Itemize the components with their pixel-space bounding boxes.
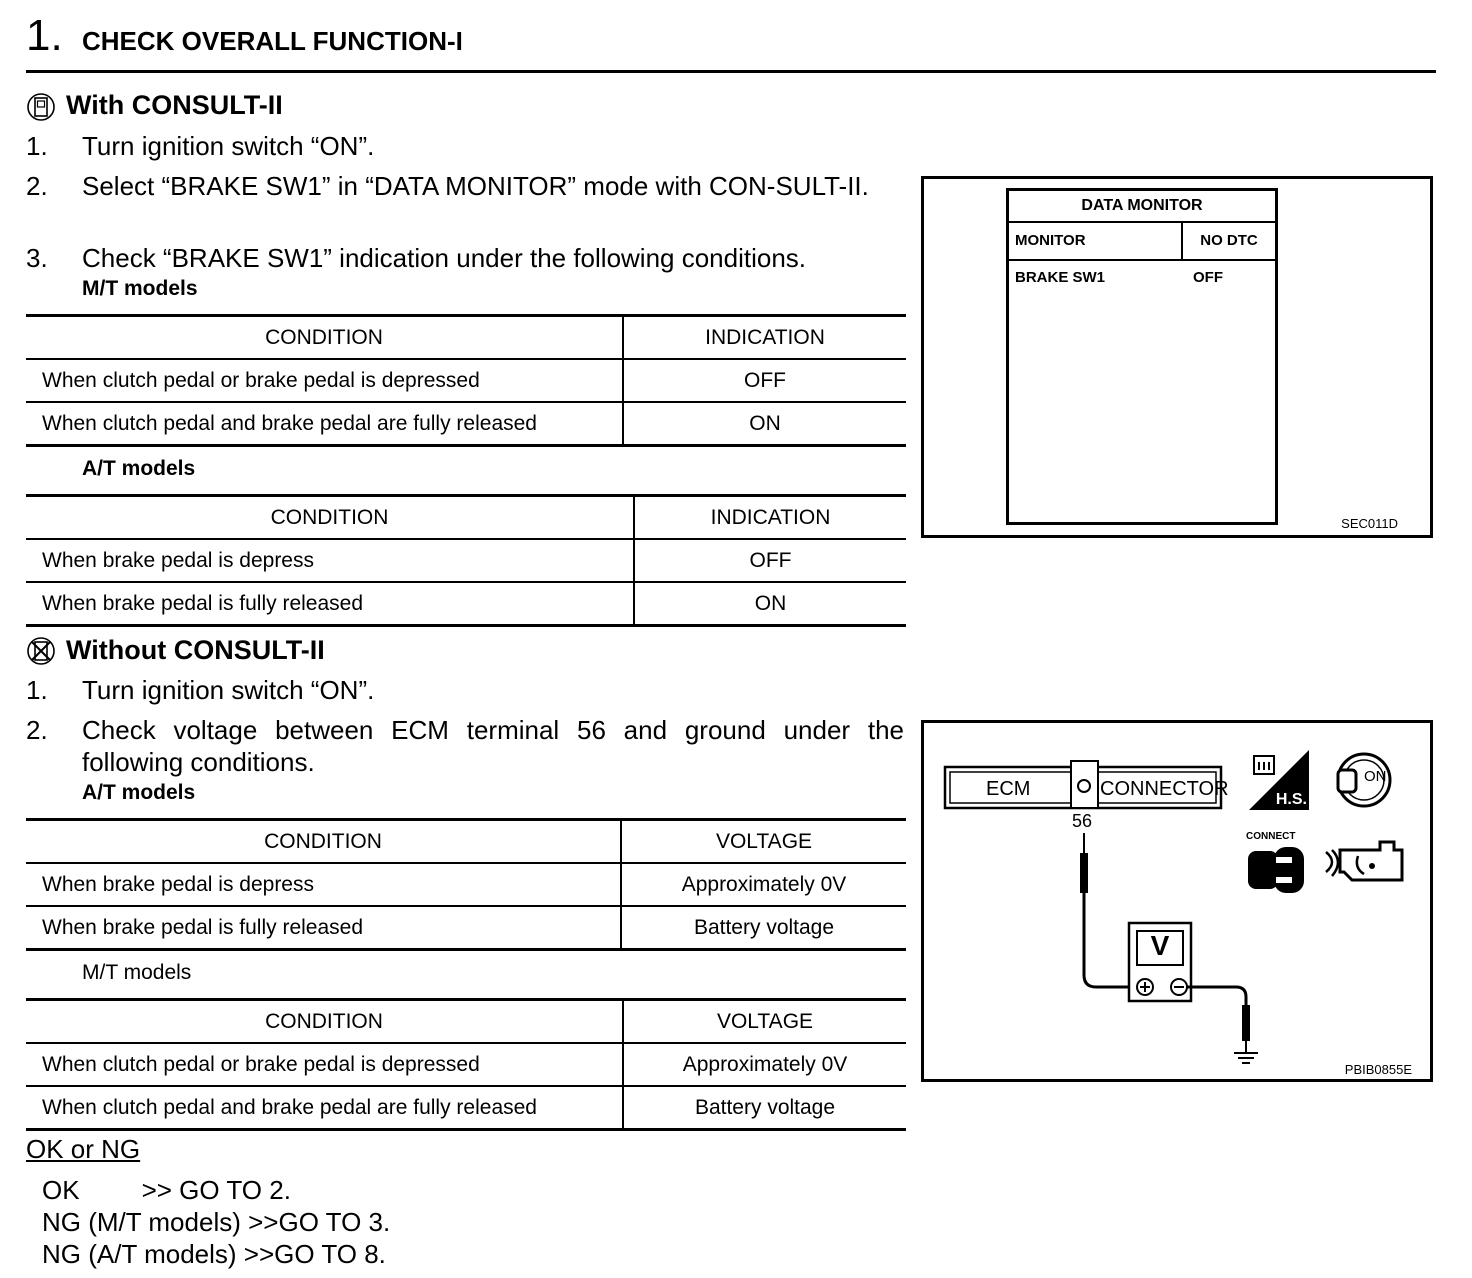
monitor-screen xyxy=(1006,188,1278,525)
list-number: 2. xyxy=(26,171,48,201)
table-cell: Approximately 0V xyxy=(623,1043,906,1086)
table-cell: OFF xyxy=(623,359,906,402)
table-header: INDICATION xyxy=(634,496,906,540)
table-cell: Battery voltage xyxy=(621,906,906,950)
hs-label: H.S. xyxy=(1275,791,1307,808)
table-row xyxy=(26,906,906,950)
table-header: VOLTAGE xyxy=(621,820,906,864)
table-cell: OFF xyxy=(634,539,906,582)
step-title: CHECK OVERALL FUNCTION-I xyxy=(82,26,463,56)
table-cell: Approximately 0V xyxy=(621,863,906,906)
table-cell: When clutch pedal or brake pedal is depressed xyxy=(26,1043,623,1086)
result-label: NG (A/T models) xyxy=(42,1239,237,1269)
figure-code: PBIB0855E xyxy=(1344,1062,1412,1077)
table-cell: When clutch pedal or brake pedal is depressed xyxy=(26,359,623,402)
data-monitor-figure xyxy=(921,176,1433,538)
table-cell: When brake pedal is depress xyxy=(26,863,621,906)
at-voltage-table xyxy=(26,818,906,951)
table-cell: When brake pedal is depress xyxy=(26,539,634,582)
table-row xyxy=(26,1086,906,1130)
title-rule xyxy=(26,70,1436,73)
figure-code: SEC011D xyxy=(1341,516,1398,531)
dtc-status: NO DTC xyxy=(1200,232,1258,249)
list-item: Turn ignition switch “ON”. xyxy=(82,675,375,705)
list-item: Select “BRAKE SW1” in “DATA MONITOR” mode with CON-SULT-II. xyxy=(82,171,869,201)
list-item: Check voltage between ECM terminal 56 and ground under the following conditions. xyxy=(82,715,904,777)
ecm-label: ECM xyxy=(986,778,1031,800)
list-number: 1. xyxy=(26,675,48,705)
result-action: >>GO TO 3. xyxy=(248,1207,391,1237)
table-cell: Battery voltage xyxy=(623,1086,906,1130)
at-models-heading: A/T models xyxy=(82,457,196,480)
list-number: 1. xyxy=(26,131,48,161)
screen-title: DATA MONITOR xyxy=(1009,191,1275,223)
voltage-check-figure xyxy=(921,720,1433,1082)
list-number: 2. xyxy=(26,715,48,745)
table-header: INDICATION xyxy=(623,316,906,360)
no-consult-icon xyxy=(26,636,56,666)
at-models-heading: A/T models xyxy=(82,781,196,804)
step-number: 1. xyxy=(26,11,63,60)
table-row xyxy=(26,539,906,582)
ok-ng-title: OK or NG xyxy=(26,1134,141,1164)
screen-header-row xyxy=(1009,223,1275,261)
table-row xyxy=(26,582,906,626)
ok-line xyxy=(42,1174,291,1206)
result-action: >> GO TO 2. xyxy=(141,1175,291,1205)
table-row xyxy=(26,1043,906,1086)
table-row xyxy=(26,359,906,402)
result-action: >>GO TO 8. xyxy=(243,1239,386,1269)
without-consult-title: Without CONSULT-II xyxy=(66,635,325,665)
table-cell: When clutch pedal and brake pedal are fully released xyxy=(26,1086,623,1130)
ng-mt-line xyxy=(42,1206,390,1238)
table-header: VOLTAGE xyxy=(623,1000,906,1044)
list-item: Turn ignition switch “ON”. xyxy=(82,131,375,161)
result-label: OK xyxy=(42,1175,80,1205)
mt-models-heading: M/T models xyxy=(82,277,198,300)
engine-running-icon xyxy=(1324,836,1406,894)
ignition-key-icon xyxy=(1334,750,1398,810)
table-cell: ON xyxy=(623,402,906,446)
connector-label: CONNECTOR xyxy=(1100,778,1229,800)
table-header: CONDITION xyxy=(264,829,382,853)
table-row xyxy=(26,402,906,446)
mt-voltage-table xyxy=(26,998,906,1131)
table-row xyxy=(26,863,906,906)
result-label: NG (M/T models) xyxy=(42,1207,241,1237)
ng-at-line xyxy=(42,1238,386,1270)
table-header: CONDITION xyxy=(265,1009,383,1033)
table-cell: When clutch pedal and brake pedal are fully released xyxy=(26,402,623,446)
connect-icon xyxy=(1246,845,1308,895)
terminal-number: 56 xyxy=(1072,811,1093,831)
table-header: CONDITION xyxy=(270,505,389,529)
monitor-item-value: OFF xyxy=(1193,269,1223,286)
table-cell: ON xyxy=(634,582,906,626)
voltmeter-icon: V xyxy=(1150,930,1170,961)
monitor-column-label: MONITOR xyxy=(1015,232,1086,249)
table-header: CONDITION xyxy=(265,325,383,349)
mt-indication-table xyxy=(26,314,906,447)
consult-icon xyxy=(26,92,56,122)
list-number: 3. xyxy=(26,243,48,273)
harness-side-icon xyxy=(1249,750,1309,810)
key-on-label: ON xyxy=(1364,768,1387,785)
table-cell: When brake pedal is fully released xyxy=(26,906,621,950)
at-indication-table xyxy=(26,494,906,627)
monitor-item-name: BRAKE SW1 xyxy=(1015,269,1106,286)
table-cell: When brake pedal is fully released xyxy=(26,582,634,626)
connect-label: CONNECT xyxy=(1246,831,1296,842)
mt-models-heading: M/T models xyxy=(82,961,192,984)
with-consult-title: With CONSULT-II xyxy=(66,90,283,120)
list-item: Check “BRAKE SW1” indication under the following conditions. xyxy=(82,243,807,273)
